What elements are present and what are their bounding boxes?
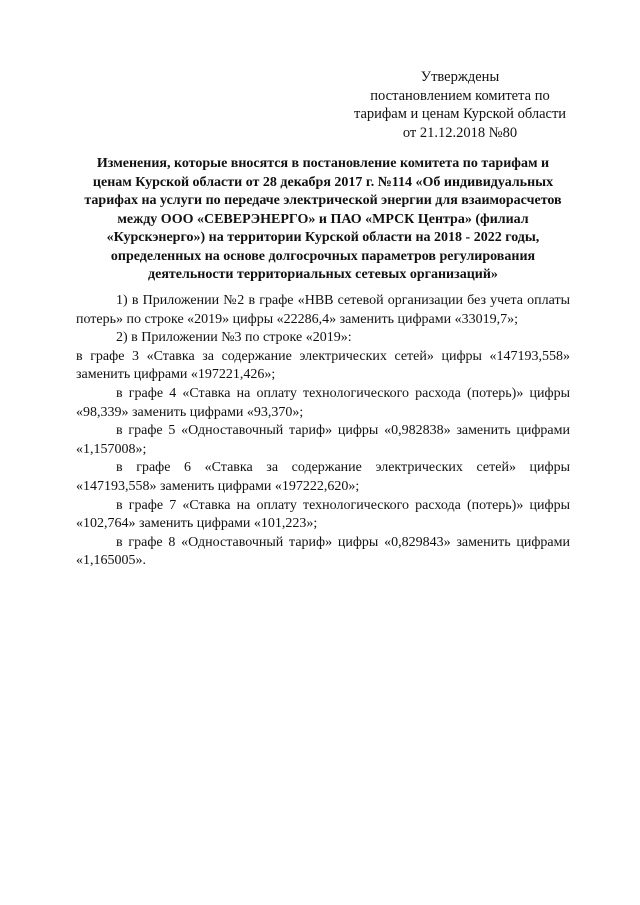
paragraph-column-5: в графе 5 «Одноставочный тариф» цифры «0,982838» заменить цифрами «1,157008»;	[76, 423, 570, 457]
approval-line-committee: тарифам и ценам Курской области	[353, 106, 567, 122]
approval-line-approved: Утверждены	[420, 69, 500, 85]
paragraph-column-4: в графе 4 «Ставка на оплату технологического расхода (потерь)» цифры «98,339» заменить цифрами «93,370»;	[76, 385, 570, 420]
paragraph-column-7: в графе 7 «Ставка на оплату технологического расхода (потерь)» цифры «102,764» заменить цифрами «101,223»;	[76, 497, 570, 532]
paragraph-appendix-2: 1) в Приложении №2 в графе «НВВ сетевой организации без учета оплаты потерь» по строке «2019» цифры «22286,4» заменить цифрами «33019,7»;	[76, 293, 570, 327]
document-body	[76, 292, 570, 571]
paragraph-column-6: в графе 6 «Ставка за содержание электрических сетей» цифры «147193,558» заменить цифрами «197222,620»;	[76, 460, 570, 494]
approval-line-resolution: постановлением комитета по	[370, 87, 550, 104]
approval-block	[340, 68, 580, 142]
approval-line-date: от 21.12.2018 №80	[402, 124, 518, 141]
paragraph-appendix-3: 2) в Приложении №3 по строке «2019»:	[116, 330, 352, 346]
document-title: Изменения, которые вносятся в постановление комитета по тарифам и ценам Курской области от 28 декабря 2017 г. №114 «Об индивидуальных тарифах на услуги по передаче электрической энергии для взаиморасчетов между ООО «СЕВЕРЭНЕРГО» и ПАО «МРСК Центра» (филиал «Курскэнерго») на территории Курской области на 2018 - 2022 годы, определенных на основе долгосрочных параметров регулирования деятельности территориальных сетевых организаций»	[84, 156, 562, 282]
paragraph-column-3: в графе 3 «Ставка за содержание электрических сетей» цифры «147193,558» заменить цифрами «197221,426»;	[76, 348, 570, 383]
paragraph-column-8: в графе 8 «Одноставочный тариф» цифры «0,829843» заменить цифрами «1,165005».	[76, 534, 570, 569]
